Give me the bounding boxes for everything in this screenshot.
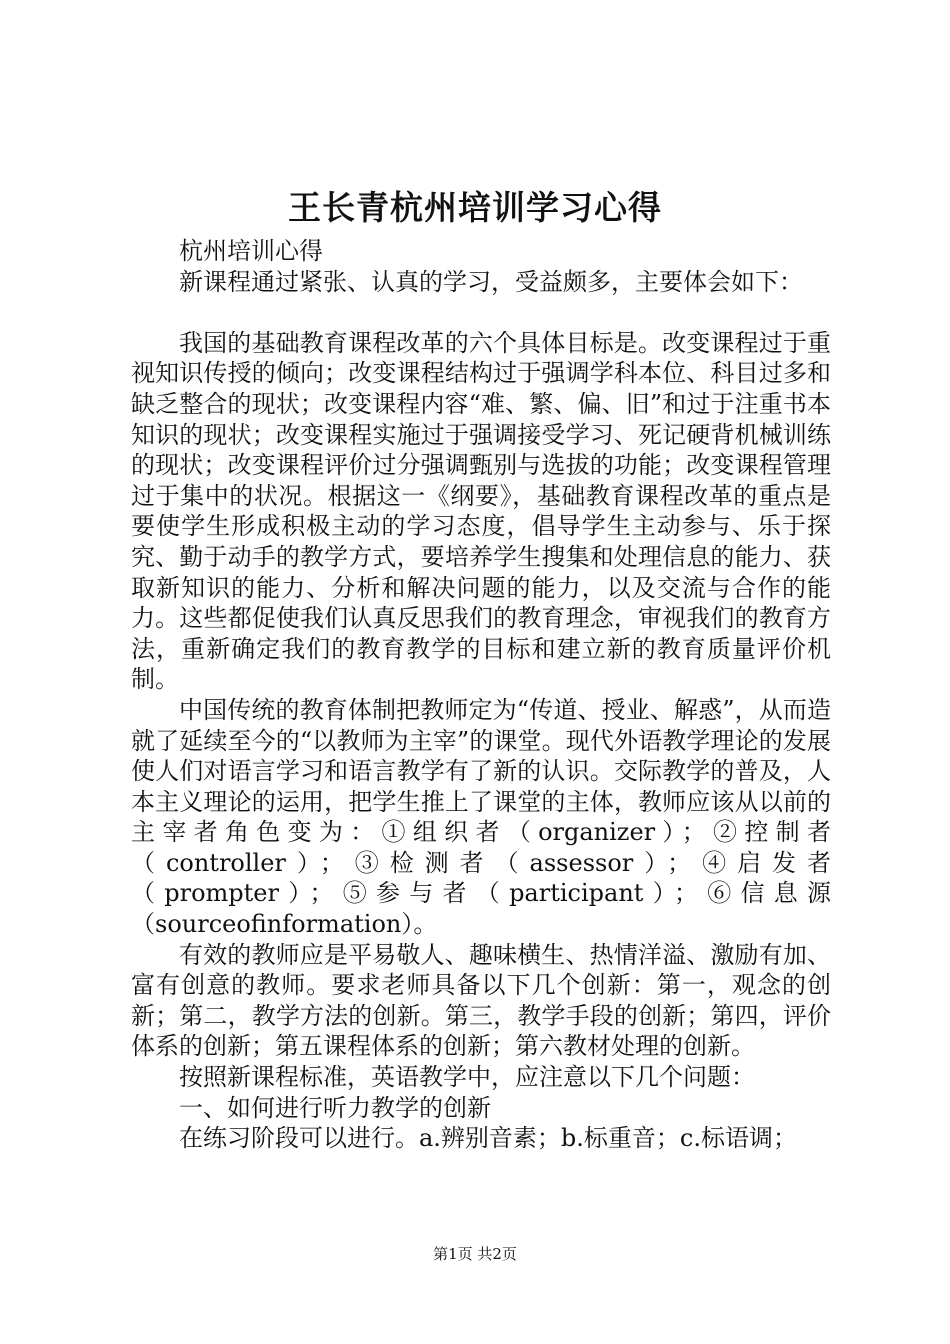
paragraph-practice: 在练习阶段可以进行。a.辨别音素；b.标重音；c.标语调； — [179, 1124, 797, 1153]
paragraph-intro: 新课程通过紧张、认真的学习，受益颇多，主要体会如下： — [179, 267, 803, 296]
paragraph-heading-listening: 一、如何进行听力教学的创新 — [179, 1093, 491, 1122]
paragraph-reform-goals: 我国的基础教育课程改革的六个具体目标是。改变课程过于重视知识传授的倾向；改变课程结构过于强调学科本位、科目过多和缺乏整合的现状；改变课程内容“难、繁、偏、旧”和过于注重书本知识的现状；改变课程实施过于强调接受学习、死记硬背机械训练的现状；改变课程评价过分强调甄别与选拔的功能；改变课程管理过于集中的状况。根据这一《纲要》，基础教育课程改革的重点是要使学生形成积极主动的学习态度，倡导学生主动参与、乐于探究、勤于动手的教学方式，要培养学生搜集和处理信息的能力、获取新知识的能力、分析和解决问题的能力，以及交流与合作的能力。这些都促使我们认真反思我们的教育理念，审视我们的教育方法，重新确定我们的教育教学的目标和建立新的教育质量评价机制。 — [131, 328, 831, 694]
page-footer: 第1页 共2页 — [433, 1245, 517, 1263]
document-title: 王长青杭州培训学习心得 — [288, 188, 662, 227]
document-body — [131, 236, 831, 1154]
paragraph-subtitle: 杭州培训心得 — [179, 237, 323, 265]
paragraph-teacher-roles: 中国传统的教育体制把教师定为“传道、授业、解惑”，从而造就了延续至今的“以教师为主宰”的课堂。现代外语教学理论的发展使人们对语言学习和语言教学有了新的认识。交际教学的普及，人本主义理论的运用，把学生推上了课堂的主体，教师应该从以前的主宰者角色变为：①组织者（organizer）；②控制者（controller）；③检测者（assessor）；④启发者（prompter）；⑤参与者（participant）；⑥信息源（sourceofinformation）。 — [131, 695, 831, 939]
paragraph-blank — [131, 297, 831, 328]
paragraph-issues-intro: 按照新课程标准，英语教学中，应注意以下几个问题： — [179, 1063, 755, 1092]
paragraph-effective-teacher: 有效的教师应是平易敬人、趣味横生、热情洋溢、激励有加、富有创意的教师。要求老师具备以下几个创新：第一，观念的创新；第二，教学方法的创新。第三，教学手段的创新；第四，评价体系的创新；第五课程体系的创新；第六教材处理的创新。 — [131, 940, 831, 1061]
